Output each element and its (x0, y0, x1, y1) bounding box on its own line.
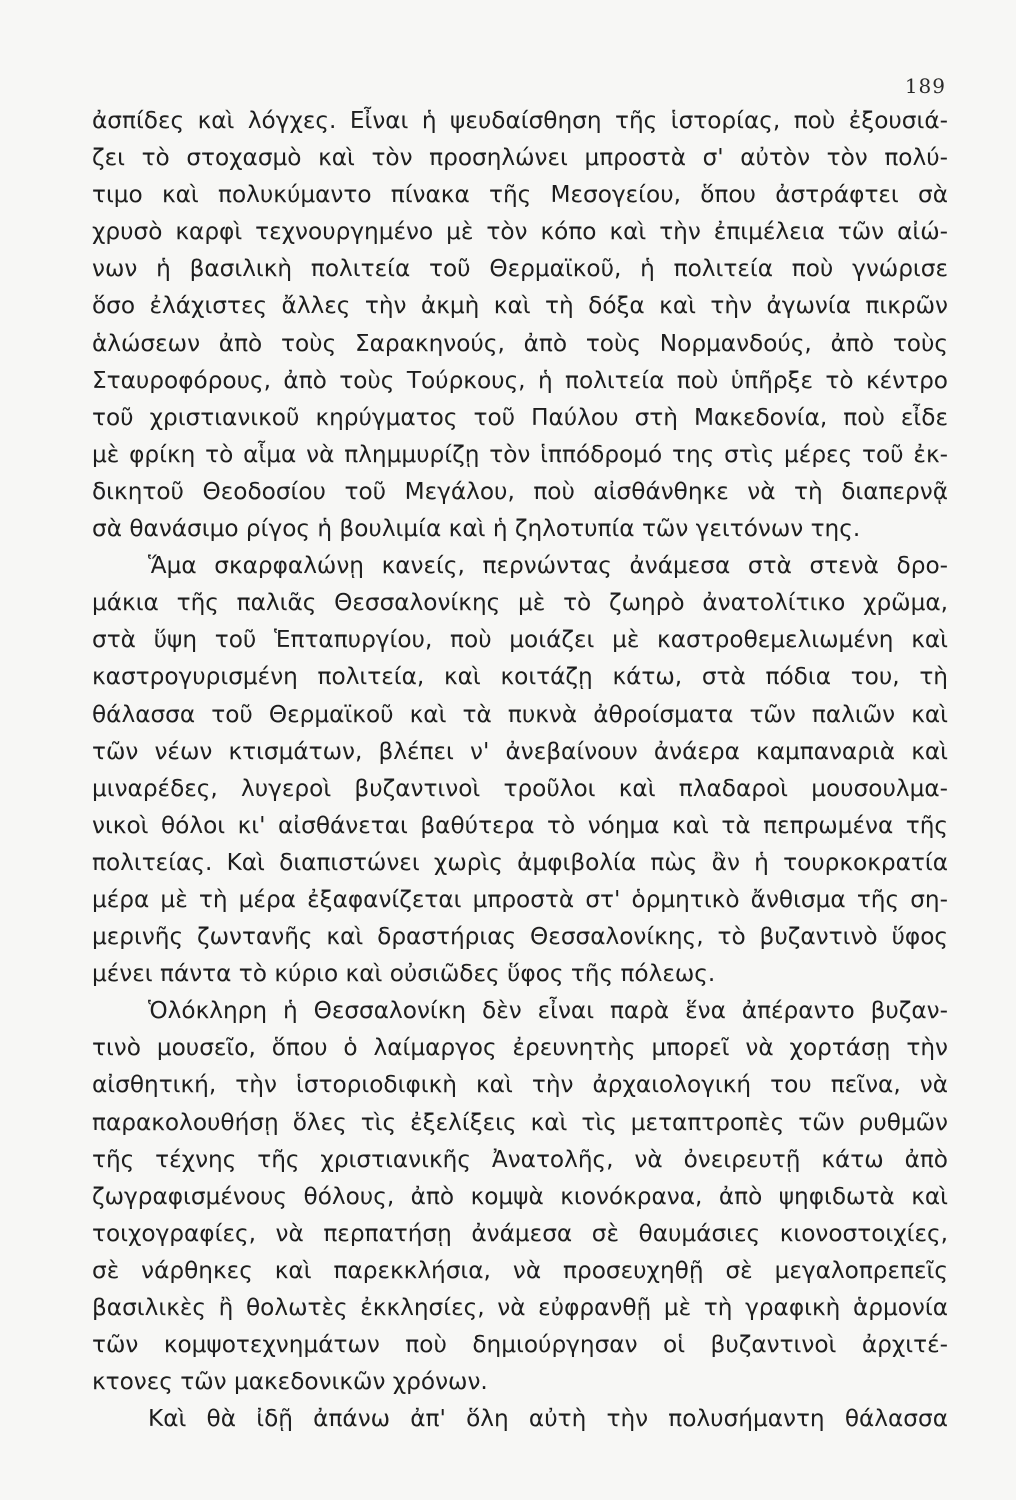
text-line: τῆς τέχνης τῆς χριστιανικῆς Ἀνατολῆς, νὰ ὀνειρευτῇ κάτω ἀπὸ (92, 1145, 948, 1173)
paragraph (92, 102, 948, 547)
page-number: 189 (904, 74, 946, 98)
text-line: μάκια τῆς παλιᾶς Θεσσαλονίκης μὲ τὸ ζωηρὸ ἀνατολίτικο χρῶμα, (92, 589, 948, 617)
text-line: σὲ νάρθηκες καὶ παρεκκλήσια, νὰ προσευχηθῇ σὲ μεγαλοπρεπεῖς (92, 1256, 948, 1284)
text-line: μένει πάντα τὸ κύριο καὶ οὐσιῶδες ὕφος τῆς πόλεως. (92, 960, 716, 988)
text-line: μέρα μὲ τὴ μέρα ἐξαφανίζεται μπροστὰ στ' ὁρμητικὸ ἄνθισμα τῆς ση- (92, 885, 948, 913)
text-line: σὰ θανάσιμο ρίγος ἡ βουλιμία καὶ ἡ ζηλοτυπία τῶν γειτόνων της. (92, 515, 861, 543)
text-line: Σταυροφόρους, ἀπὸ τοὺς Τούρκους, ἡ πολιτεία ποὺ ὑπῆρξε τὸ κέντρο (92, 366, 948, 394)
text-line: μερινῆς ζωντανῆς καὶ δραστήριας Θεσσαλονίκης, τὸ βυζαντινὸ ὕφος (92, 923, 948, 951)
text-line: χρυσὸ καρφὶ τεχνουργημένο μὲ τὸν κόπο καὶ τὴν ἐπιμέλεια τῶν αἰώ- (92, 218, 948, 246)
text-line: ζει τὸ στοχασμὸ καὶ τὸν προσηλώνει μπροστὰ σ' αὐτὸν τὸν πολύ- (92, 144, 948, 172)
text-line: πολιτείας. Καὶ διαπιστώνει χωρὶς ἀμφιβολία πὼς ἂν ἡ τουρκοκρατία (92, 848, 948, 876)
text-line: τῶν νέων κτισμάτων, βλέπει ν' ἀνεβαίνουν ἀνάερα καμπαναριὰ καὶ (92, 737, 948, 765)
text-line: τινὸ μουσεῖο, ὅπου ὁ λαίμαργος ἐρευνητὴς μπορεῖ νὰ χορτάσῃ τὴν (92, 1034, 948, 1062)
text-line: παρακολουθήσῃ ὅλες τὶς ἐξελίξεις καὶ τὶς μεταπτροπὲς τῶν ρυθμῶν (92, 1108, 948, 1136)
text-line: δικητοῦ Θεοδοσίου τοῦ Μεγάλου, ποὺ αἰσθάνθηκε νὰ τὴ διαπερνᾷ (92, 477, 948, 505)
text-line: μιναρέδες, λυγεροὶ βυζαντινοὶ τροῦλοι καὶ πλαδαροὶ μουσουλμα- (92, 774, 948, 802)
paragraph (92, 1400, 948, 1437)
text-line: στὰ ὕψη τοῦ Ἑπταπυργίου, ποὺ μοιάζει μὲ καστροθεμελιωμένη καὶ (92, 626, 948, 654)
text-line: Ἅμα σκαρφαλώνῃ κανείς, περνώντας ἀνάμεσα στὰ στενὰ δρο- (148, 552, 948, 580)
body-text (92, 102, 948, 1437)
text-line: τοιχογραφίες, νὰ περπατήσῃ ἀνάμεσα σὲ θαυμάσιες κιονοστοιχίες, (92, 1219, 948, 1247)
text-line: ἀσπίδες καὶ λόγχες. Εἶναι ἡ ψευδαίσθηση τῆς ἱστορίας, ποὺ ἐξουσιά- (92, 107, 948, 134)
text-line: μὲ φρίκη τὸ αἷμα νὰ πλημμυρίζῃ τὸν ἱππόδρομό της στὶς μέρες τοῦ ἐκ- (92, 440, 948, 468)
text-line: θάλασσα τοῦ Θερμαϊκοῦ καὶ τὰ πυκνὰ ἀθροίσματα τῶν παλιῶν καὶ (92, 700, 948, 728)
text-line: τιμο καὶ πολυκύμαντο πίνακα τῆς Μεσογείου, ὅπου ἀστράφτει σὰ (92, 181, 948, 209)
text-line: τῶν κομψοτεχνημάτων ποὺ δημιούργησαν οἱ βυζαντινοὶ ἀρχιτέ- (92, 1331, 948, 1359)
text-line: κτονες τῶν μακεδονικῶν χρόνων. (92, 1368, 488, 1396)
text-line: Ὁλόκληρη ἡ Θεσσαλονίκη δὲν εἶναι παρὰ ἕνα ἀπέραντο βυζαν- (148, 997, 948, 1025)
text-line: ζωγραφισμένους θόλους, ἀπὸ κομψὰ κιονόκρανα, ἀπὸ ψηφιδωτὰ καὶ (92, 1182, 948, 1210)
text-line: βασιλικὲς ἢ θολωτὲς ἐκκλησίες, νὰ εὐφρανθῇ μὲ τὴ γραφικὴ ἁρμονία (92, 1294, 948, 1321)
text-line: αἰσθητική, τὴν ἱστοριοδιφικὴ καὶ τὴν ἀρχαιολογική του πεῖνα, νὰ (92, 1071, 948, 1099)
text-line: νικοὶ θόλοι κι' αἰσθάνεται βαθύτερα τὸ νόημα καὶ τὰ πεπρωμένα τῆς (92, 811, 948, 839)
text-line: τοῦ χριστιανικοῦ κηρύγματος τοῦ Παύλου στὴ Μακεδονία, ποὺ εἶδε (92, 403, 948, 431)
text-line: ἁλώσεων ἀπὸ τοὺς Σαρακηνούς, ἀπὸ τοὺς Νορμανδούς, ἀπὸ τοὺς (92, 329, 948, 357)
text-line: καστρογυρισμένη πολιτεία, καὶ κοιτάζῃ κάτω, στὰ πόδια του, τὴ (92, 663, 948, 691)
paragraph (92, 992, 948, 1400)
paragraph (92, 547, 948, 992)
text-line: νων ἡ βασιλικὴ πολιτεία τοῦ Θερμαϊκοῦ, ἡ πολιτεία ποὺ γνώρισε (92, 255, 948, 283)
text-line: Καὶ θὰ ἰδῇ ἀπάνω ἀπ' ὅλη αὐτὴ τὴν πολυσήμαντη θάλασσα (148, 1405, 948, 1433)
text-line: ὅσο ἐλάχιστες ἄλλες τὴν ἀκμὴ καὶ τὴ δόξα καὶ τὴν ἀγωνία πικρῶν (92, 292, 948, 320)
